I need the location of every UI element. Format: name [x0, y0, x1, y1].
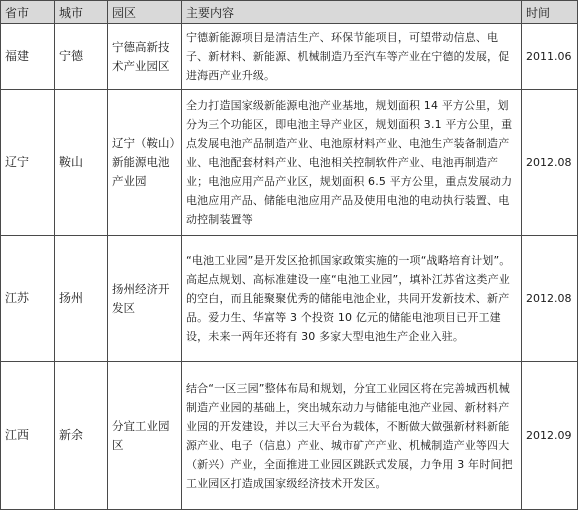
cell-province: 江西	[1, 362, 55, 510]
cell-park: 扬州经济开发区	[108, 236, 182, 362]
header-content: 主要内容	[182, 1, 522, 24]
cell-province: 辽宁	[1, 90, 55, 236]
cell-time: 2011.06	[522, 24, 578, 90]
cell-content: 结合“一区三园”整体布局和规划，分宜工业园区将在完善城西机械制造产业园的基础上，突出城东动力与储能电池产业园、新材料产业园的开发建设，并以三大平台为载体，不断做大做强新材料新能源产业、电子（信息）产业、城市矿产产业、机械制造产业等四大（新兴）产业，全面推进工业园区跳跃式发展，力争用 3 年时间把工业园区打造成国家级经济技术开发区。	[182, 362, 522, 510]
cell-time: 2012.08	[522, 90, 578, 236]
header-park: 园区	[108, 1, 182, 24]
header-city: 城市	[55, 1, 108, 24]
cell-content: “电池工业园”是开发区抢抓国家政策实施的一项“战略培育计划”。高起点规划、高标准建设一座“电池工业园”，填补江苏省这类产业的空白，而且能聚聚优秀的储能电池企业，共同开发新技术、新产品。爱力生、华富等 3 个投资 10 亿元的储能电池项目已开工建设，未来一两年还将有 30 多家大型电池生产企业入驻。	[182, 236, 522, 362]
table-row	[1, 24, 578, 90]
cell-park: 宁德高新技术产业园区	[108, 24, 182, 90]
cell-province: 江苏	[1, 236, 55, 362]
table-row	[1, 90, 578, 236]
cell-park: 辽宁（鞍山）新能源电池产业园	[108, 90, 182, 236]
cell-city: 扬州	[55, 236, 108, 362]
cell-city: 鞍山	[55, 90, 108, 236]
cell-content: 全力打造国家级新能源电池产业基地，规划面积 14 平方公里，划分为三个功能区，即电池主导产业区，规划面积 3.1 平方公里，重点发展电池产品制造产业、电池原材料产业、电池生产装备制造产业、电池配套材料产业、电池相关控制软件产业、电池再制造产业；电池应用产品产业区，规划面积 6.5 平方公里，重点发展动力电池应用产品、储能电池应用产品及使用电池的电动执行装置、电动控制装置等	[182, 90, 522, 236]
header-province: 省市	[1, 1, 55, 24]
cell-content: 宁德新能源项目是清洁生产、环保节能项目，可望带动信息、电子、新材料、新能源、机械制造乃至汽车等产业在宁德的发展，促进海西产业升级。	[182, 24, 522, 90]
table-header-row	[1, 1, 578, 24]
cell-time: 2012.08	[522, 236, 578, 362]
table-row	[1, 362, 578, 510]
cell-city: 新余	[55, 362, 108, 510]
cell-park: 分宜工业园区	[108, 362, 182, 510]
table-row	[1, 236, 578, 362]
cell-province: 福建	[1, 24, 55, 90]
cell-time: 2012.09	[522, 362, 578, 510]
header-time: 时间	[522, 1, 578, 24]
cell-city: 宁德	[55, 24, 108, 90]
